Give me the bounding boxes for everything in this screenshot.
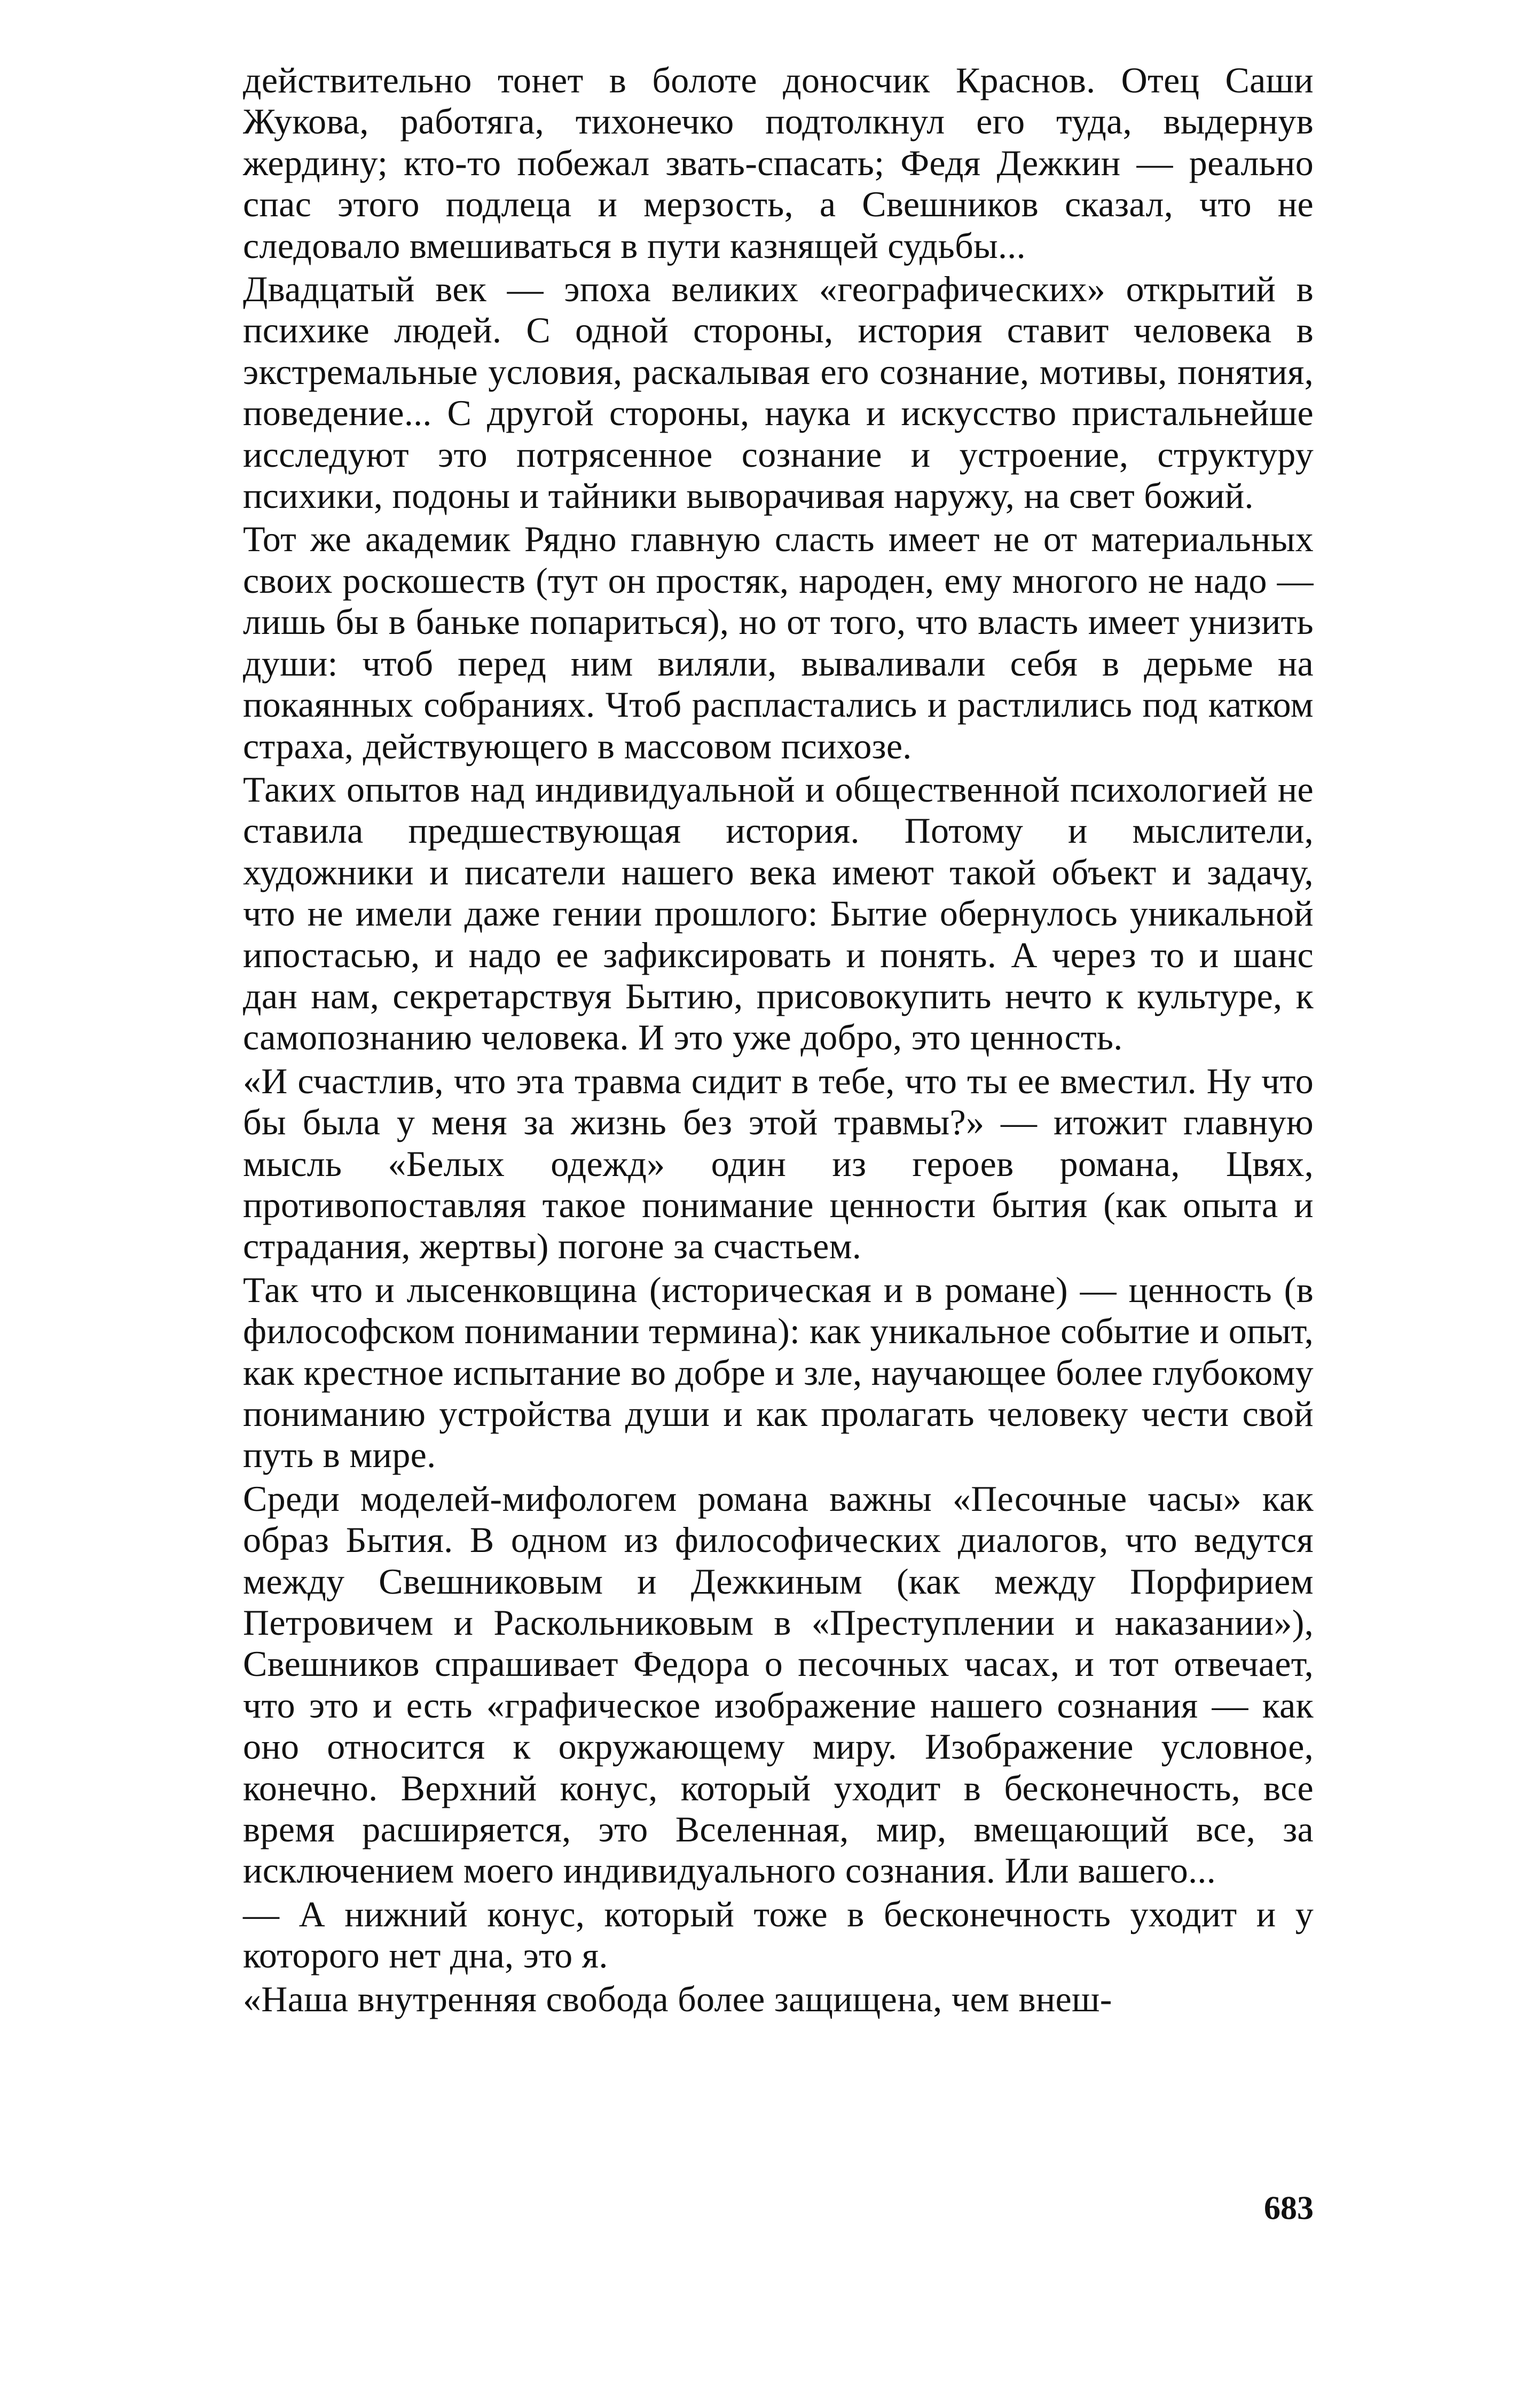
page-number: 683 bbox=[1264, 2190, 1314, 2226]
paragraph: Так что и лысенковщина (историческая и в романе) — ценность (в философском понимании термина): как уникальное событие и опыт, как крестное испытание во добре и зле, научающее более глубокому пониманию устройства души и как пролагать человеку чести свой путь в мире. bbox=[243, 1269, 1314, 1476]
paragraph: Двадцатый век — эпоха великих «географических» открытий в психике людей. С одной стороны, история ставит человека в экстремальные условия, раскалывая его сознание, мотивы, понятия, поведение... С другой стороны, наука и искусство пристальнейше исследуют это потрясенное сознание и устроение, структуру психики, подоны и тайники выворачивая наружу, на свет божий. bbox=[243, 269, 1314, 516]
paragraph: «И счастлив, что эта травма сидит в тебе, что ты ее вместил. Ну что бы была у меня за жизнь без этой травмы?» — итожит главную мысль «Белых одежд» один из героев романа, Цвях, противопоставляя такое понимание ценности бытия (как опыта и страдания, жертвы) погоне за счастьем. bbox=[243, 1060, 1314, 1267]
paragraph: действительно тонет в болоте доносчик Краснов. Отец Саши Жукова, работяга, тихонечко подтолкнул его туда, выдернув жердину; кто-то побежал звать-спасать; Федя Дежкин — реально спас этого подлеца и мерзость, а Свешников сказал, что не следовало вмешиваться в пути казнящей судьбы... bbox=[243, 60, 1314, 266]
paragraph: Таких опытов над индивидуальной и общественной психологией не ставила предшествующая история. Потому и мыслители, художники и писатели нашего века имеют такой объект и задачу, что не имели даже гении прошлого: Бытие обернулось уникальной ипостасью, и надо ее зафиксировать и понять. А через то и шанс дан нам, секретарствуя Бытию, присовокупить нечто к культуре, к самопознанию человека. И это уже добро, это ценность. bbox=[243, 769, 1314, 1058]
paragraph: Среди моделей-мифологем романа важны «Песочные часы» как образ Бытия. В одном из философических диалогов, что ведутся между Свешниковым и Дежкиным (как между Порфирием Петровичем и Раскольниковым в «Преступлении и наказании»), Свешников спрашивает Федора о песочных часах, и тот отвечает, что это и есть «графическое изображение нашего сознания — как оно относится к окружающему миру. Изображение условное, конечно. Верхний конус, который уходит в бесконечность, все время расширяется, это Вселенная, мир, вмещающий все, за исключением моего индивидуального сознания. Или вашего... bbox=[243, 1478, 1314, 1891]
paragraph: — А нижний конус, который тоже в бесконечность уходит и у которого нет дна, это я. bbox=[243, 1893, 1314, 1976]
body-text bbox=[243, 60, 1314, 2022]
paragraph: «Наша внутренняя свобода более защищена, чем внеш- bbox=[243, 1978, 1112, 2019]
paragraph: Тот же академик Рядно главную сласть имеет не от материальных своих роскошеств (тут он простяк, народен, ему многого не надо — лишь бы в баньке попариться), но от того, что власть имеет унизить души: чтоб перед ним виляли, вываливали себя в дерьме на покаянных собраниях. Чтоб распластались и растлились под катком страха, действующего в массовом психозе. bbox=[243, 519, 1314, 766]
